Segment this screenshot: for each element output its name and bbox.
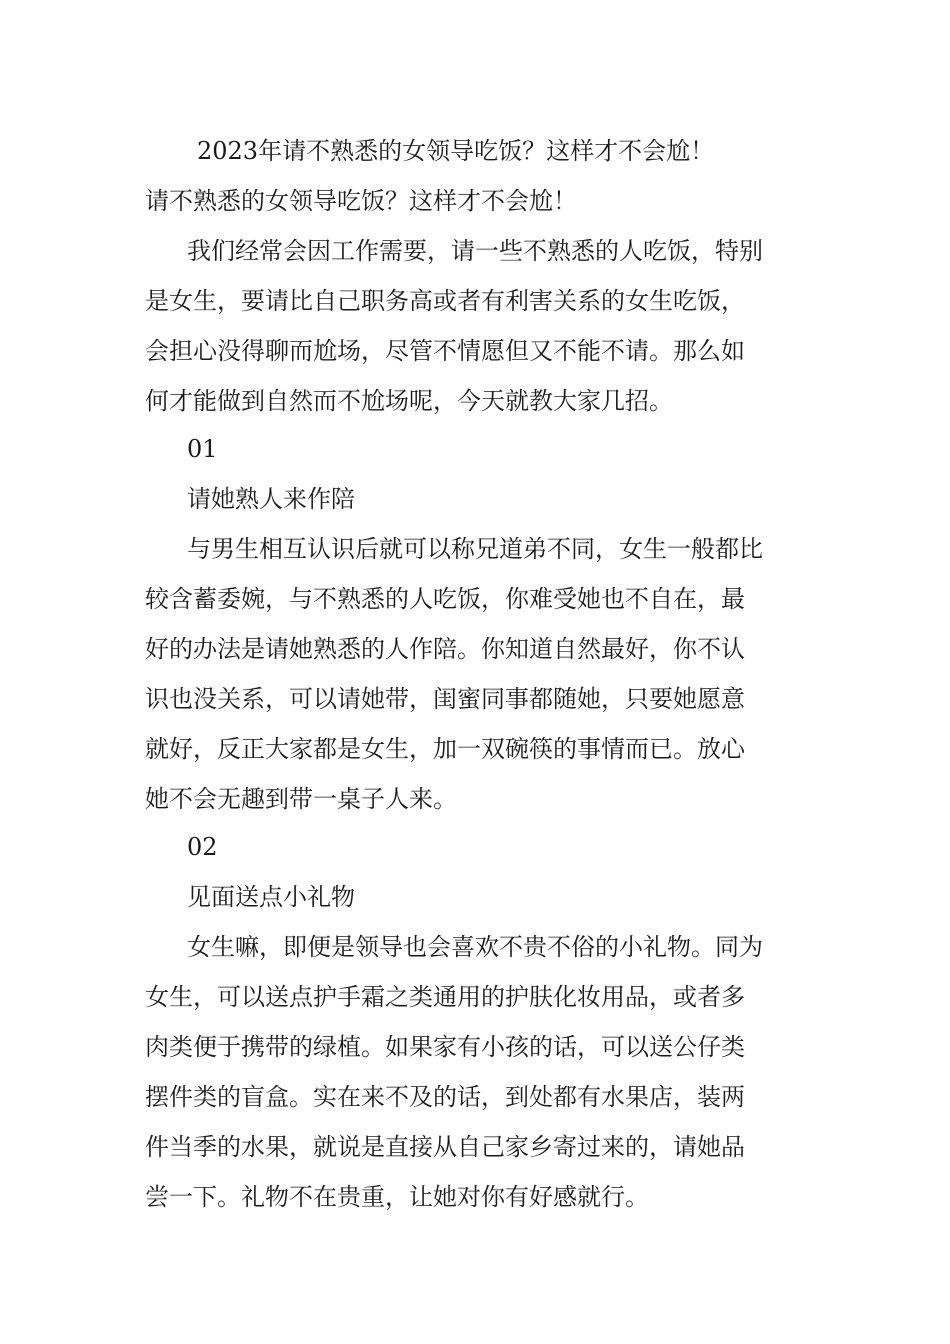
intro-line: 是女生，要请比自己职务高或者有利害关系的女生吃饭， <box>145 287 745 315</box>
section-line: 摆件类的盲盒。实在来不及的话，到处都有水果店，装两 <box>145 1083 745 1111</box>
section-heading: 请她熟人来作陪 <box>187 485 355 513</box>
section-line: 好的办法是请她熟悉的人作陪。你知道自然最好，你不认 <box>145 635 745 663</box>
intro-line: 何才能做到自然而不尬场呢，今天就教大家几招。 <box>145 387 673 415</box>
section-line: 识也没关系，可以请她带，闺蜜同事都随她，只要她愿意 <box>145 685 745 713</box>
intro-line: 我们经常会因工作需要，请一些不熟悉的人吃饭，特别 <box>187 237 763 265</box>
section-line: 就好，反正大家都是女生，加一双碗筷的事情而已。放心 <box>145 735 745 763</box>
document-title: 2023年请不熟悉的女领导吃饭？这样才不会尬！ <box>197 137 715 165</box>
section-line: 肉类便于携带的绿植。如果家有小孩的话，可以送公仔类 <box>145 1033 745 1061</box>
section-heading: 见面送点小礼物 <box>187 883 355 911</box>
section-line: 较含蓄委婉，与不熟悉的人吃饭，你难受她也不自在，最 <box>145 585 745 613</box>
section-line: 她不会无趣到带一桌子人来。 <box>145 785 457 813</box>
section-line: 女生嘛，即便是领导也会喜欢不贵不俗的小礼物。同为 <box>187 933 763 961</box>
section-number: 02 <box>187 833 218 861</box>
document-subtitle: 请不熟悉的女领导吃饭？这样才不会尬！ <box>145 187 577 215</box>
section-line: 尝一下。礼物不在贵重，让她对你有好感就行。 <box>145 1183 649 1211</box>
intro-line: 会担心没得聊而尬场，尽管不情愿但又不能不请。那么如 <box>145 337 745 365</box>
section-number: 01 <box>187 435 218 463</box>
section-line: 女生，可以送点护手霜之类通用的护肤化妆用品，或者多 <box>145 983 745 1011</box>
section-line: 件当季的水果，就说是直接从自己家乡寄过来的，请她品 <box>145 1133 745 1161</box>
section-line: 与男生相互认识后就可以称兄道弟不同，女生一般都比 <box>187 535 763 563</box>
